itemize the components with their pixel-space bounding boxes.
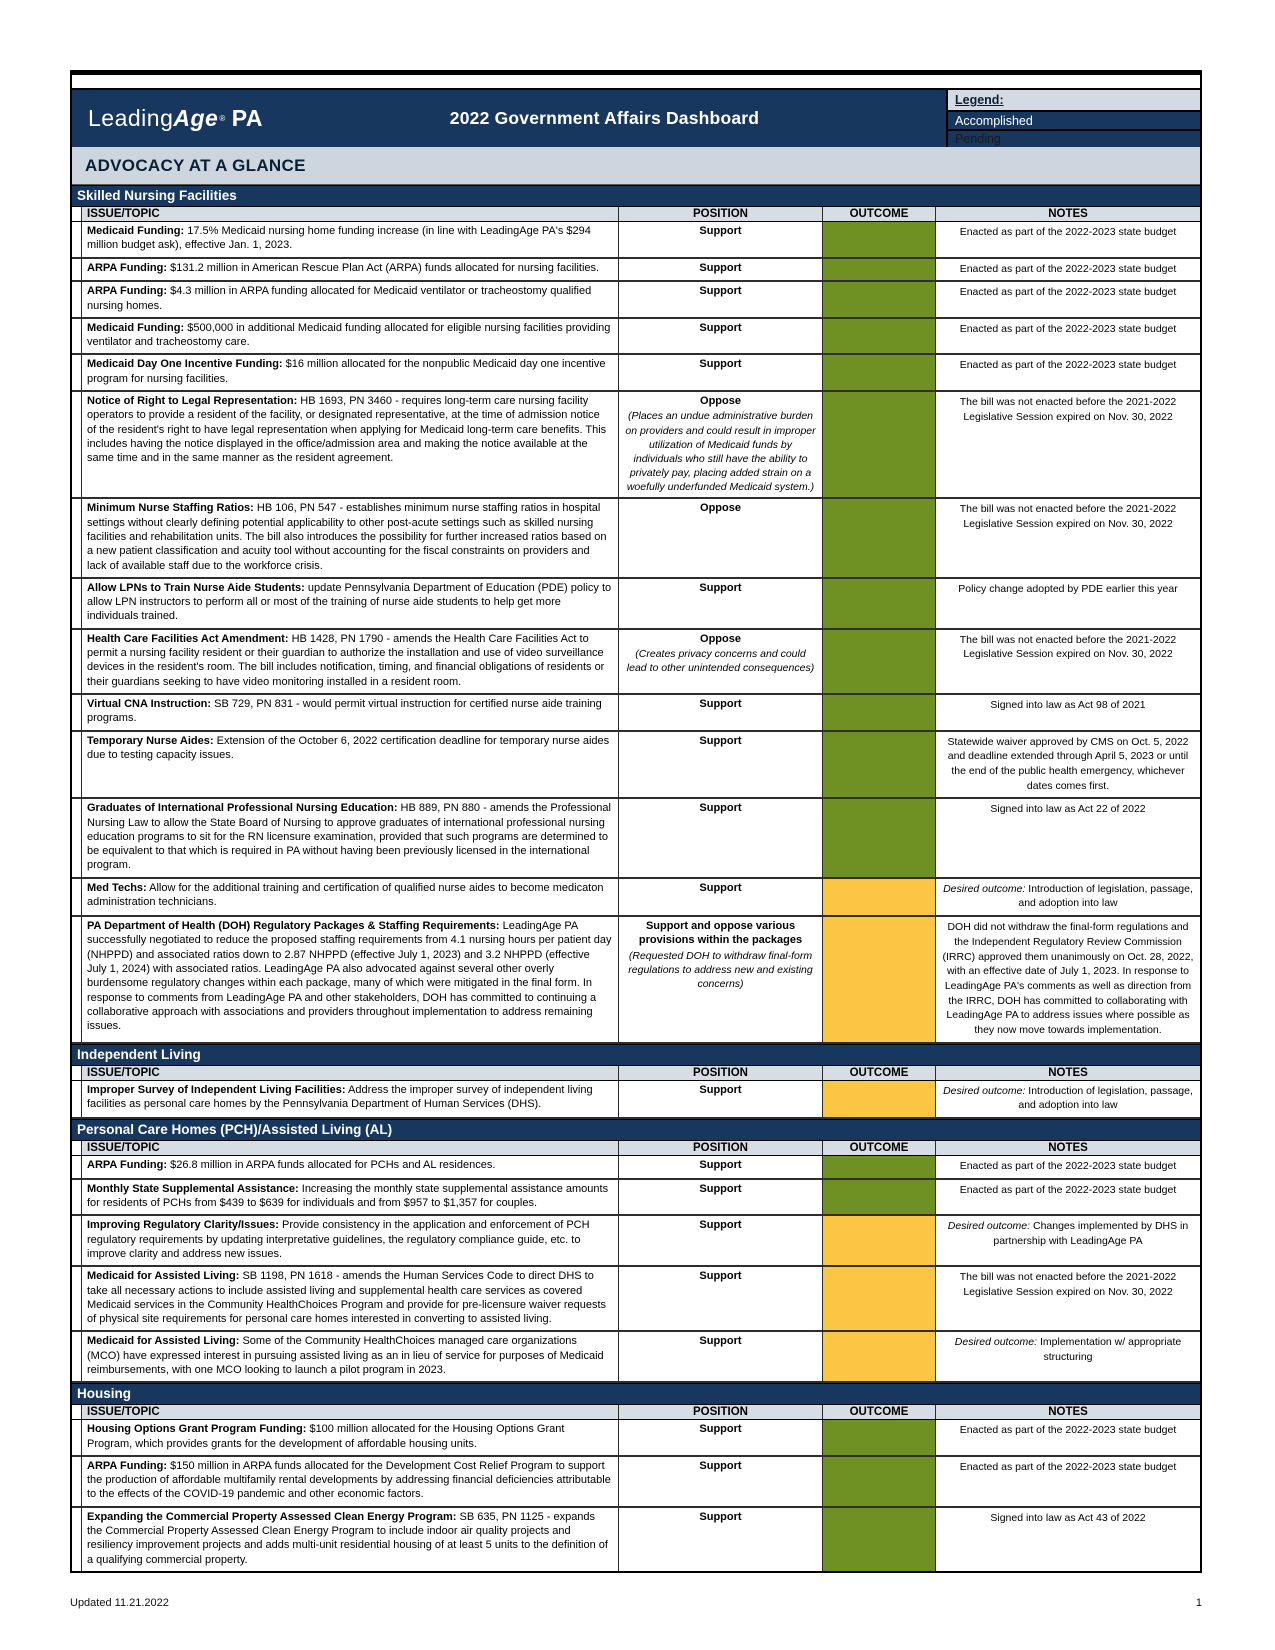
issue-cell [82, 879, 619, 915]
section-header: Housing [72, 1383, 1200, 1405]
page-footer [70, 1597, 1202, 1609]
issue-cell [82, 222, 619, 257]
leadingage-pa-logo [72, 90, 263, 147]
position-value: Support [699, 1335, 742, 1348]
issue-topic-text: Allow for the additional training and certification of qualified nurse aides to become medicaton administration technicians. [87, 881, 604, 909]
notes-text: Enacted as part of the 2022-2023 state budget [959, 322, 1177, 335]
gutter-cell [72, 732, 82, 798]
notes-cell [936, 259, 1200, 281]
gutter-cell [72, 1180, 82, 1215]
masthead [72, 90, 1200, 147]
notes-text: Introduction of legislation, passage, and adoption into law [1018, 882, 1193, 910]
notes-cell [936, 1457, 1200, 1506]
position-value: Support [699, 802, 742, 815]
position-value: Support [699, 1510, 742, 1523]
notes-cell [936, 282, 1200, 317]
outcome-cell-accomplished [823, 392, 936, 497]
table-row [72, 695, 1200, 732]
position-value: Support [699, 1459, 742, 1472]
section-header: Personal Care Homes (PCH)/Assisted Living (AL) [72, 1119, 1200, 1141]
gutter-cell [72, 1457, 82, 1506]
column-header-position: POSITION [619, 1066, 823, 1080]
gutter-cell [72, 207, 82, 221]
position-cell [619, 579, 823, 628]
gutter-cell [72, 1508, 82, 1571]
gutter-cell [72, 319, 82, 354]
notes-text: The bill was not enacted before the 2021-2022 Legislative Session expired on Nov. 30, 2022 [959, 1271, 1177, 1298]
issue-cell [82, 1508, 619, 1571]
notes-desired-outcome-label: Desired outcome: [947, 1220, 1031, 1233]
issue-topic-label: Minimum Nurse Staffing Ratios: [87, 502, 254, 515]
issue-topic-text: Extension of the October 6, 2022 certification deadline for temporary nurse aides due to testing capacity issues. [87, 734, 610, 761]
position-value: Support [699, 285, 742, 298]
gutter-cell [72, 259, 82, 281]
position-value: Oppose [700, 502, 741, 515]
position-cell [619, 1267, 823, 1330]
gutter-cell [72, 499, 82, 576]
notes-text: Enacted as part of the 2022-2023 state budget [959, 1460, 1177, 1473]
notes-cell [936, 1180, 1200, 1215]
position-value: Oppose [700, 395, 741, 408]
issue-topic-text: Address the improper survey of independent living facilities as personal care homes by the Pennsylvania Department of Human Services (DHS). [87, 1083, 593, 1110]
position-cell [619, 1081, 823, 1117]
position-cell [619, 630, 823, 693]
table-row [72, 1508, 1200, 1571]
issue-topic-label: Medicaid Day One Incentive Funding: [87, 358, 283, 371]
issue-topic-text: HB 889, PN 880 - amends the Professional Nursing Law to allow the State Board of Nursing to approve graduates of international professional nursing education programs to sit for the RN licensure examination, provided that such programs are determined to be equivalent to that which is required in PA without having been previously licensed in the international program. [87, 802, 611, 872]
outcome-cell-accomplished [823, 1420, 936, 1455]
gutter-cell [72, 1332, 82, 1381]
column-header-row [72, 1405, 1200, 1420]
issue-cell [82, 355, 619, 390]
table-row [72, 282, 1200, 319]
column-header-notes: NOTES [1048, 208, 1088, 220]
notes-text: Signed into law as Act 22 of 2022 [990, 803, 1146, 816]
issue-cell [82, 1420, 619, 1455]
issue-topic-label: Improper Survey of Independent Living Facilities: [87, 1083, 346, 1096]
legend-label: Legend: [948, 90, 1200, 112]
column-header-issue-topic: ISSUE/TOPIC [82, 1066, 619, 1080]
issue-topic-label: Medicaid Funding: [87, 225, 185, 237]
table-row [72, 1457, 1200, 1508]
issue-topic-text: $26.8 million in ARPA funds allocated for PCHs and AL residences. [167, 1159, 496, 1172]
position-value: Support [699, 358, 742, 371]
column-header-outcome: OUTCOME [823, 1141, 936, 1155]
notes-text: The bill was not enacted before the 2021-2022 Legislative Session expired on Nov. 30, 2022 [959, 503, 1177, 531]
notes-cell [936, 1332, 1200, 1381]
position-value: Support [699, 1219, 742, 1232]
table-row [72, 630, 1200, 695]
notes-cell [936, 630, 1200, 693]
outcome-cell-accomplished [823, 695, 936, 730]
issue-topic-text: $500,000 in additional Medicaid funding allocated for eligible nursing facilities providing ventilator and tracheostomy care. [87, 321, 611, 349]
gutter-cell [72, 799, 82, 876]
table-row [72, 499, 1200, 578]
issue-cell [82, 1457, 619, 1506]
page-number: 1 [1195, 1596, 1202, 1609]
notes-text: Enacted as part of the 2022-2023 state budget [959, 262, 1177, 275]
position-value: Support [699, 1083, 742, 1096]
notes-cell [936, 319, 1200, 354]
gutter-cell [72, 222, 82, 257]
issue-topic-text: SB 729, PN 831 - would permit virtual instruction for certified nurse aide training programs. [87, 697, 602, 725]
table-row [72, 917, 1200, 1044]
gutter-cell [72, 1156, 82, 1178]
position-cell [619, 1420, 823, 1455]
position-cell [619, 1457, 823, 1506]
registered-mark: ® [219, 114, 226, 123]
position-cell [619, 799, 823, 876]
issue-cell [82, 630, 619, 693]
gutter-cell [72, 695, 82, 730]
section-header: Skilled Nursing Facilities [72, 185, 1200, 207]
notes-cell [936, 355, 1200, 390]
outcome-cell-accomplished [823, 319, 936, 354]
table-row [72, 879, 1200, 917]
table-row [72, 1332, 1200, 1383]
notes-desired-outcome-label: Desired outcome: [943, 882, 1026, 895]
outcome-cell-accomplished [823, 1508, 936, 1571]
issue-topic-label: Virtual CNA Instruction: [87, 697, 212, 710]
notes-text: Enacted as part of the 2022-2023 state budget [959, 1424, 1177, 1437]
notes-cell [936, 1420, 1200, 1455]
outcome-cell-pending [823, 1216, 936, 1265]
position-cell [619, 1508, 823, 1571]
notes-cell [936, 732, 1200, 798]
issue-cell [82, 1216, 619, 1265]
table-row [72, 392, 1200, 499]
issue-cell [82, 319, 619, 354]
gutter-cell [72, 1405, 82, 1419]
outcome-cell-accomplished [823, 1180, 936, 1215]
position-cell [619, 282, 823, 317]
issue-cell [82, 499, 619, 576]
issue-topic-label: Expanding the Commercial Property Assessed Clean Energy Program: [87, 1510, 457, 1523]
gutter-cell [72, 1420, 82, 1455]
issue-cell [82, 695, 619, 730]
issue-topic-text: SB 635, PN 1125 - expands the Commercial Property Assessed Clean Energy Program to include indoor air quality projects and resiliency improvement projects and adds multi-unit residential housing of at least 5 units to the definition of a qualifying commercial property. [87, 1510, 608, 1566]
notes-cell [936, 1081, 1200, 1117]
issue-topic-label: ARPA Funding: [87, 1459, 168, 1472]
outcome-cell-pending [823, 1081, 936, 1117]
logo-text-pa: PA [231, 105, 263, 131]
notes-cell [936, 1508, 1200, 1571]
outcome-cell-accomplished [823, 499, 936, 576]
notes-cell [936, 879, 1200, 915]
position-rationale: (Creates privacy concerns and could lead to other unintended consequences) [626, 648, 815, 675]
issue-topic-text: Increasing the monthly state supplemental assistance amounts for residents of PCHs from $439 to $639 for individuals and from $957 to $1,357 for couples. [87, 1182, 609, 1210]
issue-topic-text: $100 million allocated for the Housing Options Grant Program, which provides grants for the development of affordable housing units. [87, 1423, 565, 1450]
position-cell [619, 1180, 823, 1215]
gutter-cell [72, 1081, 82, 1117]
column-header-outcome: OUTCOME [823, 1405, 936, 1419]
advocacy-table [72, 185, 1200, 1571]
position-cell [619, 879, 823, 915]
issue-topic-label: Improving Regulatory Clarity/Issues: [87, 1219, 279, 1232]
table-row [72, 1420, 1200, 1457]
notes-text: Enacted as part of the 2022-2023 state budget [959, 226, 1177, 238]
table-row [72, 799, 1200, 878]
gutter-cell [72, 355, 82, 390]
issue-topic-text: HB 1428, PN 1790 - amends the Health Care Facilities Act to permit a nursing facility resident or their guardian to authorize the installation and use of video surveillance devices in the resident's room. The bill includes notification, timing, and financial obligations of residents or their guardians seeking to have video monitoring installed in a resident room. [87, 632, 605, 688]
outcome-cell-accomplished [823, 630, 936, 693]
notes-text: Policy change adopted by PDE earlier this year [958, 582, 1178, 595]
table-row [72, 319, 1200, 356]
issue-topic-text: $4.3 million in ARPA funding allocated for Medicaid ventilator or tracheostomy qualified nursing homes. [87, 285, 592, 312]
gutter-cell [72, 282, 82, 317]
notes-cell [936, 579, 1200, 628]
outcome-cell-pending [823, 1267, 936, 1330]
gutter-cell [72, 630, 82, 693]
table-row [72, 1267, 1200, 1332]
table-row [72, 355, 1200, 392]
position-value: Support and oppose various provisions within the packages [638, 920, 803, 947]
table-row [72, 1216, 1200, 1267]
position-rationale: (Places an undue administrative burden on providers and could result in improper utilization of Medicaid funds by individuals who still have the ability to privately pay, placing added strain on a woefully underfunded Medicaid system.) [625, 410, 816, 494]
issue-topic-label: ARPA Funding: [87, 261, 168, 274]
position-value: Support [699, 734, 742, 747]
notes-text: Enacted as part of the 2022-2023 state budget [959, 286, 1177, 299]
column-header-row [72, 1066, 1200, 1081]
notes-text: Introduction of legislation, passage, and adoption into law [1018, 1084, 1193, 1112]
position-cell [619, 222, 823, 257]
position-cell [619, 1332, 823, 1381]
position-cell [619, 259, 823, 281]
issue-topic-text: Provide consistency in the application and enforcement of PCH regulatory requirements by updating interpretative guidelines, the regulatory compliance guide, etc. to improve clarity and address new issues. [87, 1219, 590, 1260]
position-cell [619, 499, 823, 576]
position-cell [619, 1216, 823, 1265]
issue-topic-text: $131.2 million in American Rescue Plan Act (ARPA) funds allocated for nursing facilities. [167, 261, 600, 274]
notes-cell [936, 1267, 1200, 1330]
notes-text: Statewide waiver approved by CMS on Oct. 5, 2022 and deadline extended through April 5, 2023 or until the end of the public health emergency, whichever dates comes first. [947, 735, 1189, 792]
table-row [72, 579, 1200, 630]
column-header-issue-topic: ISSUE/TOPIC [82, 207, 619, 221]
issue-topic-label: PA Department of Health (DOH) Regulatory Packages & Staffing Requirements: [87, 920, 500, 933]
page-title: 2022 Government Affairs Dashboard [449, 108, 760, 128]
issue-topic-label: Med Techs: [87, 881, 147, 894]
issue-cell [82, 579, 619, 628]
outcome-cell-accomplished [823, 1156, 936, 1178]
notes-cell [936, 1156, 1200, 1178]
issue-topic-label: ARPA Funding: [87, 285, 168, 298]
issue-cell [82, 282, 619, 317]
issue-topic-label: Temporary Nurse Aides: [87, 734, 214, 747]
column-header-outcome: OUTCOME [823, 207, 936, 221]
issue-topic-label: Medicaid Funding: [87, 321, 185, 334]
gutter-cell [72, 1267, 82, 1330]
outcome-cell-pending [823, 917, 936, 1042]
notes-text: Enacted as part of the 2022-2023 state budget [959, 1160, 1177, 1173]
position-cell [619, 732, 823, 798]
outcome-cell-accomplished [823, 222, 936, 257]
issue-cell [82, 1156, 619, 1178]
notes-text: The bill was not enacted before the 2021-2022 Legislative Session expired on Nov. 30, 2022 [959, 633, 1177, 661]
notes-text: DOH did not withdraw the final-form regulations and the Independent Regulatory Review Commission (IRRC) approved them unanimously on Oct. 28, 2022, with an effective date of July 1, 2023. In response to LeadingAge PA's comments as well as direction from the IRRC, DOH has committed to collaborating with LeadingAge PA to address issues where possible as they now move towards implementation. [942, 921, 1194, 1036]
position-cell [619, 392, 823, 497]
notes-text: Enacted as part of the 2022-2023 state budget [959, 359, 1177, 372]
gutter-cell [72, 1216, 82, 1265]
column-header-row [72, 207, 1200, 222]
gutter-cell [72, 392, 82, 497]
notes-cell [936, 1216, 1200, 1265]
position-value: Support [699, 1182, 742, 1195]
notes-cell [936, 222, 1200, 257]
issue-topic-label: Housing Options Grant Program Funding: [87, 1423, 307, 1436]
issue-topic-label: Medicaid for Assisted Living: [87, 1270, 240, 1283]
position-cell [619, 917, 823, 1042]
notes-text: Enacted as part of the 2022-2023 state budget [959, 1183, 1177, 1196]
outcome-cell-pending [823, 879, 936, 915]
outcome-cell-accomplished [823, 579, 936, 628]
position-cell [619, 1156, 823, 1178]
outcome-cell-accomplished [823, 282, 936, 317]
position-cell [619, 319, 823, 354]
issue-topic-label: Health Care Facilities Act Amendment: [87, 632, 289, 645]
legend-item-pending: Pending [955, 131, 1001, 146]
issue-topic-text: HB 106, PN 547 - establishes minimum nurse staffing ratios in hospital settings without clearly defining potential applicability to other post-acute settings such as skilled nursing facilities and rehabilitation units. The bill also introduces the possibility for further increased ratios based on a new patient classification and acuity tool without accounting for the fiscal constraints on providers and lack of available staff due to the workforce crisis. [87, 502, 607, 572]
position-value: Support [699, 1159, 742, 1172]
notes-cell [936, 799, 1200, 876]
position-value: Support [699, 881, 742, 894]
issue-cell [82, 917, 619, 1042]
notes-desired-outcome-label: Desired outcome: [954, 1336, 1038, 1349]
position-cell [619, 355, 823, 390]
updated-date: Updated 11.21.2022 [70, 1596, 169, 1609]
position-value: Support [699, 225, 742, 237]
section-header: Independent Living [72, 1044, 1200, 1066]
table-row [72, 732, 1200, 800]
advocacy-banner: ADVOCACY AT A GLANCE [72, 147, 1200, 185]
column-header-position: POSITION [619, 1141, 823, 1155]
issue-cell [82, 732, 619, 798]
column-header-position: POSITION [619, 207, 823, 221]
column-header-issue-topic: ISSUE/TOPIC [82, 1405, 619, 1419]
issue-topic-label: Monthly State Supplemental Assistance: [87, 1182, 299, 1195]
position-cell [619, 695, 823, 730]
table-row [72, 259, 1200, 283]
issue-cell [82, 1332, 619, 1381]
issue-topic-text: $150 million in ARPA funds allocated for the Development Cost Relief Program to support the production of affordable multifamily rental developments by addressing financial deficiencies attributable to the effects of the COVID-19 pandemic and other economic factors. [87, 1459, 611, 1501]
position-value: Support [699, 697, 742, 710]
issue-topic-label: ARPA Funding: [87, 1159, 168, 1172]
issue-topic-text: LeadingAge PA successfully negotiated to reduce the proposed staffing requirements from 4.1 nursing hours per patient day (NHPPD) and associated ratios down to 2.87 NHPPD (effective July 1, 2023) and 3.2 NHPPD (effective July 1, 2024) with associated ratios. LeadingAge PA also advocated against several other overly burdensome regulatory changes within each package, many of which were mitigated in the final form. In response to comments from LeadingAge PA and other stakeholders, DOH has committed to continuing a collaborative approach with associations and providers throughout implementation to address remaining issues. [87, 920, 612, 1033]
issue-topic-text: HB 1693, PN 3460 - requires long-term care nursing facility operators to provide a resident of the facility, or designated representative, at the time of admission notice of the resident's right to have legal representation when applying for Medicaid long-term care benefits. This includes having the notice displayed in the office/admission area and making the notice available at the same time and in the same manner as the resident agreement. [87, 395, 607, 465]
gutter-cell [72, 579, 82, 628]
notes-text: Signed into law as Act 43 of 2022 [990, 1511, 1146, 1524]
issue-topic-label: Notice of Right to Legal Representation: [87, 395, 298, 408]
issue-topic-text: Some of the Community HealthChoices managed care organizations (MCO) have expressed interest in pursuing assisted living as an in lieu of service for purposes of Medicaid reimbursements, with one MCO looking to launch a pilot program in 2023. [87, 1335, 604, 1376]
notes-cell [936, 499, 1200, 576]
column-header-outcome: OUTCOME [823, 1066, 936, 1080]
column-header-position: POSITION [619, 1405, 823, 1419]
gutter-cell [72, 1066, 82, 1080]
position-value: Support [699, 1423, 742, 1436]
legend-item-accomplished: Accomplished [948, 112, 1200, 130]
issue-topic-label: Graduates of International Professional Nursing Education: [87, 802, 398, 815]
column-header-notes: NOTES [1048, 1406, 1088, 1419]
gutter-cell [72, 879, 82, 915]
issue-cell [82, 1081, 619, 1117]
position-rationale: (Requested DOH to withdraw final-form regulations to address new and existing concerns) [628, 949, 813, 991]
outcome-cell-accomplished [823, 1457, 936, 1506]
position-value: Support [699, 581, 742, 594]
issue-topic-text: update Pennsylvania Department of Education (PDE) policy to allow LPN instructors to perform all or most of the training of nurse aide students to help get more individuals trained. [87, 581, 612, 623]
position-value: Support [699, 321, 742, 334]
dashboard-document [70, 70, 1202, 1573]
table-row [72, 222, 1200, 259]
logo-text-leading: Leading [88, 105, 174, 131]
outcome-cell-pending [823, 1332, 936, 1381]
outcome-cell-accomplished [823, 799, 936, 876]
gutter-cell [72, 917, 82, 1042]
issue-cell [82, 799, 619, 876]
issue-cell [82, 259, 619, 281]
issue-topic-label: Medicaid for Assisted Living: [87, 1335, 240, 1348]
issue-cell [82, 392, 619, 497]
notes-text: Changes implemented by DHS in partnership with LeadingAge PA [993, 1220, 1189, 1247]
notes-cell [936, 392, 1200, 497]
issue-cell [82, 1180, 619, 1215]
logo-text-age: Age [173, 105, 219, 131]
issue-topic-text: 17.5% Medicaid nursing home funding increase (in line with LeadingAge PA's $294 million budget ask), effective Jan. 1, 2023. [87, 225, 591, 252]
issue-topic-text: $16 million allocated for the nonpublic Medicaid day one incentive program for nursing facilities. [87, 358, 606, 385]
outcome-cell-accomplished [823, 732, 936, 798]
top-border-strip [72, 75, 1200, 90]
table-row [72, 1081, 1200, 1119]
column-header-notes: NOTES [1048, 1142, 1088, 1155]
position-value: Oppose [700, 632, 741, 645]
notes-cell [936, 917, 1200, 1042]
column-header-issue-topic: ISSUE/TOPIC [82, 1141, 619, 1155]
notes-desired-outcome-label: Desired outcome: [943, 1084, 1026, 1097]
position-value: Support [699, 261, 742, 274]
notes-text: Implementation w/ appropriate structuring [1037, 1336, 1182, 1364]
table-row [72, 1156, 1200, 1180]
notes-cell [936, 695, 1200, 730]
outcome-cell-accomplished [823, 355, 936, 390]
column-header-row [72, 1141, 1200, 1156]
gutter-cell [72, 1141, 82, 1155]
issue-cell [82, 1267, 619, 1330]
legend-box [946, 90, 1200, 147]
table-row [72, 1180, 1200, 1217]
notes-text: Signed into law as Act 98 of 2021 [990, 698, 1146, 711]
issue-topic-label: Allow LPNs to Train Nurse Aide Students: [87, 581, 305, 594]
position-value: Support [699, 1270, 742, 1283]
notes-text: The bill was not enacted before the 2021-2022 Legislative Session expired on Nov. 30, 2022 [959, 396, 1177, 423]
column-header-notes: NOTES [1048, 1066, 1088, 1079]
outcome-cell-accomplished [823, 259, 936, 281]
issue-topic-text: SB 1198, PN 1618 - amends the Human Services Code to direct DHS to take all necessary actions to include assisted living and supplemental health care services as covered Medicaid services in the Community HealthChoices Program and provide for pre-licensure waiver requests of physical site requirements for personal care homes interested in converting to assisted living. [87, 1270, 607, 1326]
